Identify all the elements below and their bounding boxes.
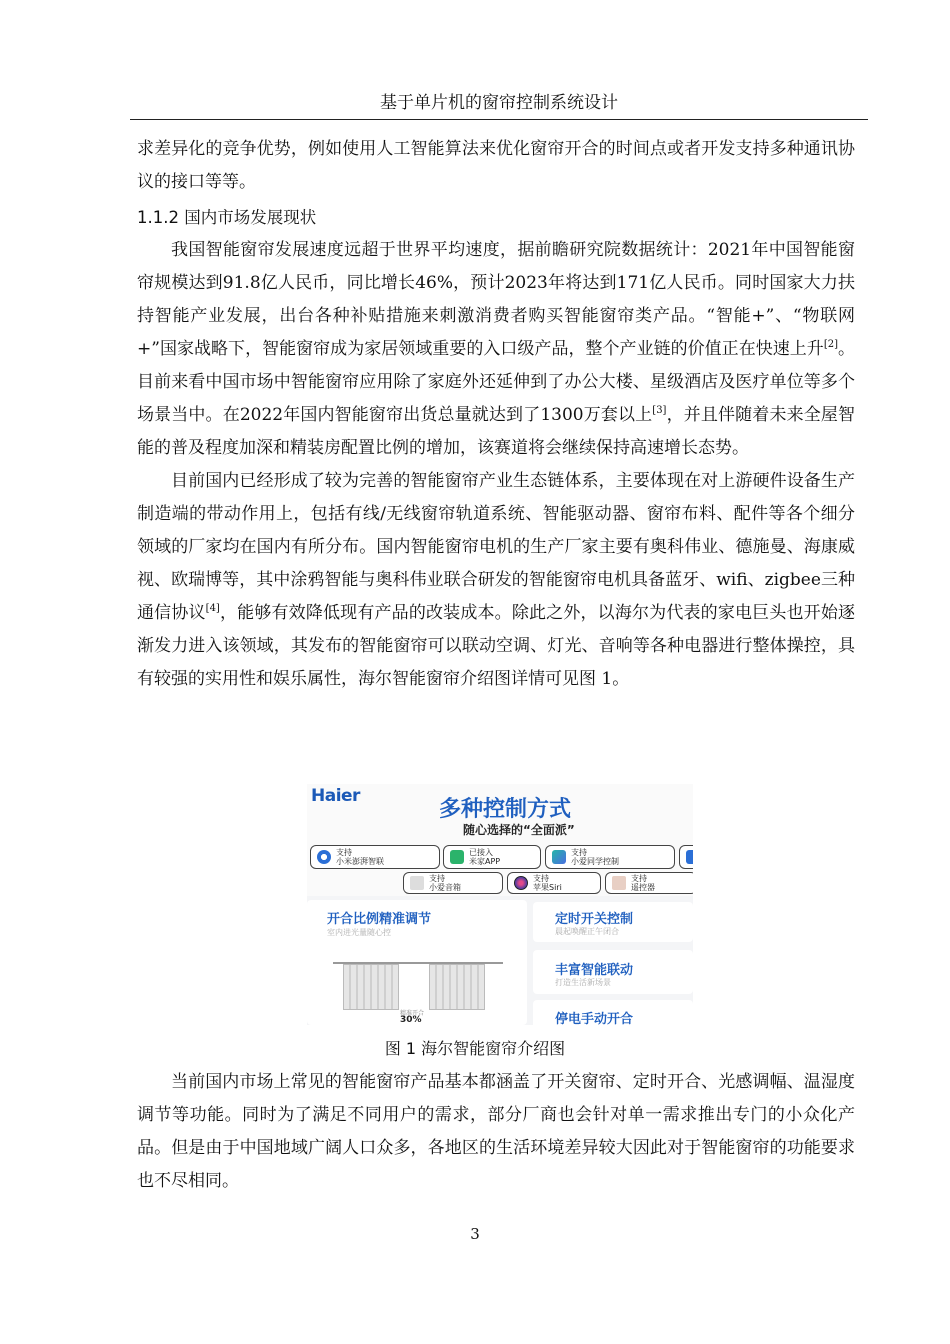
card-main-sub: 室内进光量随心控: [327, 928, 391, 937]
pill-line2: 苹果Siri: [533, 883, 562, 892]
pill-overflow: [679, 845, 693, 869]
mijia-icon: [450, 850, 464, 864]
percent-label: 精准开合: [400, 1010, 425, 1017]
figure-caption: 图 1 海尔智能窗帘介绍图: [384, 1039, 566, 1058]
text-span: 我国智能窗帘发展速度远超于世界平均速度，据前瞻研究院数据统计：2021年中国智能窗帘规模达到91.8亿人民币，同比增长46%，预计2023年将达到171亿人民币。同时国家大力扶持智能产业发展，出台各种补贴措施来刺激消费者购买智能窗帘类产品。“智能+”、“物联网+”国家战略下，智能窗帘成为家居领域重要的入口级产品，整个产业链的价值正在快速上升: [137, 240, 855, 359]
remote-icon: [612, 876, 626, 890]
pill-line2: 米家APP: [469, 857, 501, 866]
figure-subtitle: 随心选择的“全面派”: [463, 823, 575, 837]
paragraph-continuation: 求差异化的竞争优势，例如使用人工智能算法来优化窗帘开合的时间点或者开发支持多种通讯协议的接口等等。: [137, 139, 855, 192]
curtain-right-icon: [429, 964, 485, 1010]
app-icon: [686, 850, 693, 864]
speaker-icon: [410, 876, 424, 890]
figure-banner: [307, 784, 693, 896]
xiaoai-icon: [552, 850, 566, 864]
pill-line1: 支持: [429, 874, 445, 883]
haier-figure: [307, 784, 693, 1025]
side-card-title: 停电手动开合: [555, 1012, 634, 1025]
xiaomi-icon: [317, 850, 331, 864]
paragraph-products: 当前国内市场上常见的智能窗帘产品基本都涵盖了开关窗帘、定时开合、光感调幅、温湿度调节等功能。同时为了满足不同用户的需求，部分厂商也会针对单一需求推出专门的小众化产品。但是由于中国地域广阔人口众多，各地区的生活环境差异较大因此对于智能窗帘的功能要求也不尽相同。: [137, 1072, 855, 1191]
page-number: 3: [470, 1225, 480, 1243]
pill-xiaoai-control: [545, 845, 675, 869]
curtain-left-icon: [343, 964, 399, 1010]
pill-mijia-app: [443, 845, 541, 869]
section-heading: 1.1.2 国内市场发展现状: [137, 208, 317, 227]
haier-logo: Haier: [311, 786, 360, 806]
figure-title: 多种控制方式: [439, 797, 572, 822]
card-main-title: 开合比例精准调节: [327, 912, 432, 927]
pill-line2: 遥控器: [631, 883, 655, 892]
text-span: ，并且伴随着未来全屋智能的普及程度加深和精装房配置比例的增加，该赛道将会继续保持高速增长态势。: [137, 405, 856, 458]
pill-line1: 已接入: [469, 848, 493, 857]
text-span: 。目前来看中国市场中智能窗帘应用除了家庭外还延伸到了办公大楼、星级酒店及医疗单位等多个场景当中。在2022年国内智能窗帘出货总量就达到了1300万套以上: [137, 339, 856, 425]
side-card-sub: 打造生活新场景: [555, 978, 611, 987]
text-span: ，能够有效降低现有产品的改装成本。除此之外，以海尔为代表的家电巨头也开始逐渐发力进入该领域，其发布的智能窗帘可以联动空调、灯光、音响等各种电器进行整体操控，具有较强的实用性和娱乐属性，海尔智能窗帘介绍图详情可见图 1。: [137, 603, 856, 689]
side-card-title: 丰富智能联动: [555, 963, 634, 978]
pill-apple-siri: [507, 872, 601, 894]
pill-line2: 小爱音箱: [429, 883, 461, 892]
siri-icon: [514, 876, 528, 890]
pill-xiaomi-hyperconnect: [310, 845, 440, 869]
pill-line2: 小米澎湃智联: [336, 857, 384, 866]
pill-line1: 支持: [631, 874, 647, 883]
paragraph-ecosystem: [137, 465, 855, 696]
citation-ref: [2]: [823, 339, 838, 350]
pill-remote: [605, 872, 693, 894]
pill-line1: 支持: [336, 848, 352, 857]
body-section-1: [137, 133, 855, 696]
pill-xiaoai-speaker: [403, 872, 503, 894]
citation-ref: [4]: [205, 603, 220, 614]
pill-line2: 小爱同学控制: [571, 857, 619, 866]
pill-line1: 支持: [571, 848, 587, 857]
citation-ref: [3]: [652, 405, 667, 416]
running-header: 基于单片机的窗帘控制系统设计: [130, 88, 868, 120]
paragraph-market-growth: [137, 234, 855, 465]
text-span: 目前国内已经形成了较为完善的智能窗帘产业生态链体系，主要体现在对上游硬件设备生产制造端的带动作用上，包括有线/无线窗帘轨道系统、智能驱动器、窗帘布料、配件等各个细分领域的厂家均在国内有所分布。国内智能窗帘电机的生产厂家主要有奥科伟业、德施曼、海康威视、欧瑞博等，其中涂鸦智能与奥科伟业联合研发的智能窗帘电机具备蓝牙、wifi、zigbee三种通信协议: [137, 471, 855, 623]
side-card-title: 定时开关控制: [555, 912, 634, 927]
pill-line1: 支持: [533, 874, 549, 883]
body-section-2: [137, 1066, 855, 1198]
side-card-sub: 晨起唤醒正午闭合: [555, 927, 619, 936]
percent-value: 30%: [400, 1015, 422, 1025]
